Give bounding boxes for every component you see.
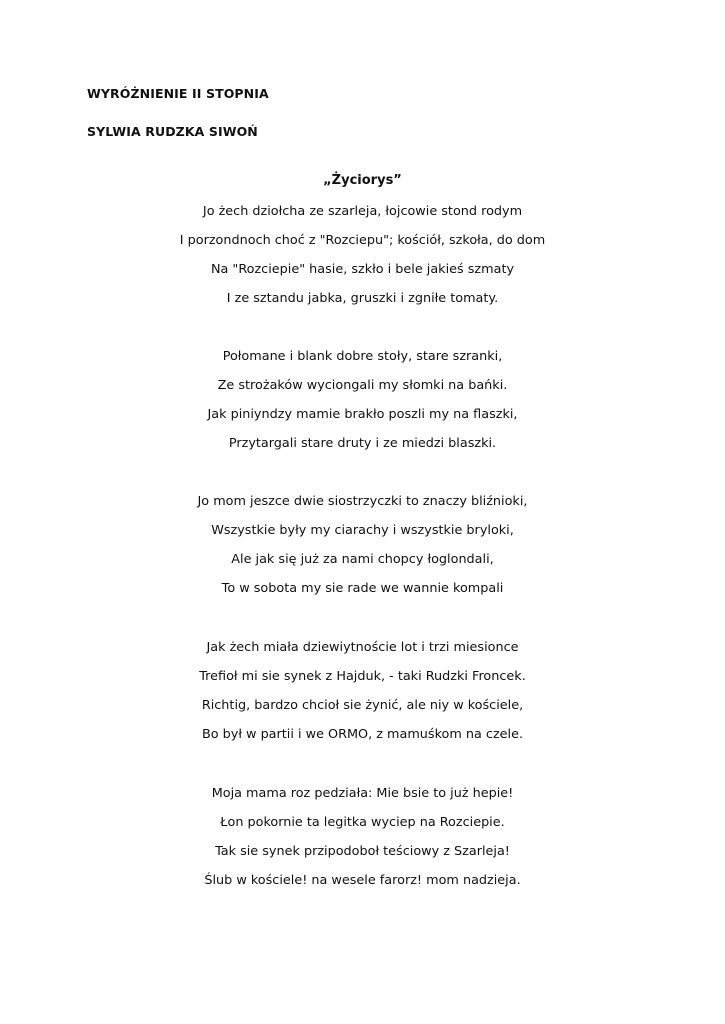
poem-line: Bo był w partii i we ORMO, z mamuśkom na czele. (201, 727, 524, 742)
poem-line: Trefioł mi sie synek z Hajduk, - taki Rudzki Froncek. (199, 669, 526, 684)
poem-line: Połomane i blank dobre stoły, stare szranki, (222, 349, 503, 364)
poem-line: Łon pokornie ta legitka wyciep na Rozciepie. (220, 815, 505, 830)
poem-line: Tak sie synek przipodoboł teściowy z Szarleja! (215, 844, 510, 859)
poem-line: Przytargali stare druty i ze miedzi blaszki. (228, 436, 497, 451)
poem-line: I porzondnoch choć z "Rozciepu"; kościół, szkoła, do dom (179, 233, 546, 248)
poem-title (0, 173, 725, 188)
poem-line: Jak żech miała dziewiytnoście lot i trzi miesionce (206, 640, 519, 655)
author-name: SYLWIA RUDZKA SIWOŃ (87, 124, 258, 139)
poem-line: Ze strożaków wyciongali my słomki na bańki. (217, 378, 508, 393)
award-heading: WYRÓŻNIENIE II STOPNIA (87, 86, 269, 101)
poem-line: Wszystkie były my ciarachy i wszystkie bryloki, (211, 523, 514, 538)
poem-line: I ze sztandu jabka, gruszki i zgniłe tomaty. (226, 291, 499, 306)
poem-line: Moja mama roz pedziała: Mie bsie to już hepie! (211, 786, 514, 801)
poem-line: Richtig, bardzo chcioł sie żynić, ale niy w kościele, (201, 698, 524, 713)
poem-line: Jo żech dziołcha ze szarleja, łojcowie stond rodym (202, 204, 523, 219)
poem-line: Jo mom jeszce dwie siostrzyczki to znaczy bliźnioki, (197, 494, 528, 509)
poem-line: Na "Rozciepie" hasie, szkło i bele jakieś szmaty (210, 262, 515, 277)
poem-line: Ślub w kościele! na wesele farorz! mom nadzieja. (204, 873, 521, 888)
poem-title-text: „Życiorys” (323, 173, 402, 188)
poem-line: Ale jak się już za nami chopcy łoglondali, (231, 552, 494, 567)
poem-line: Jak piniyndzy mamie brakło poszli my na flaszki, (207, 407, 518, 422)
poem-line: To w sobota my sie rade we wannie kompali (221, 581, 504, 596)
